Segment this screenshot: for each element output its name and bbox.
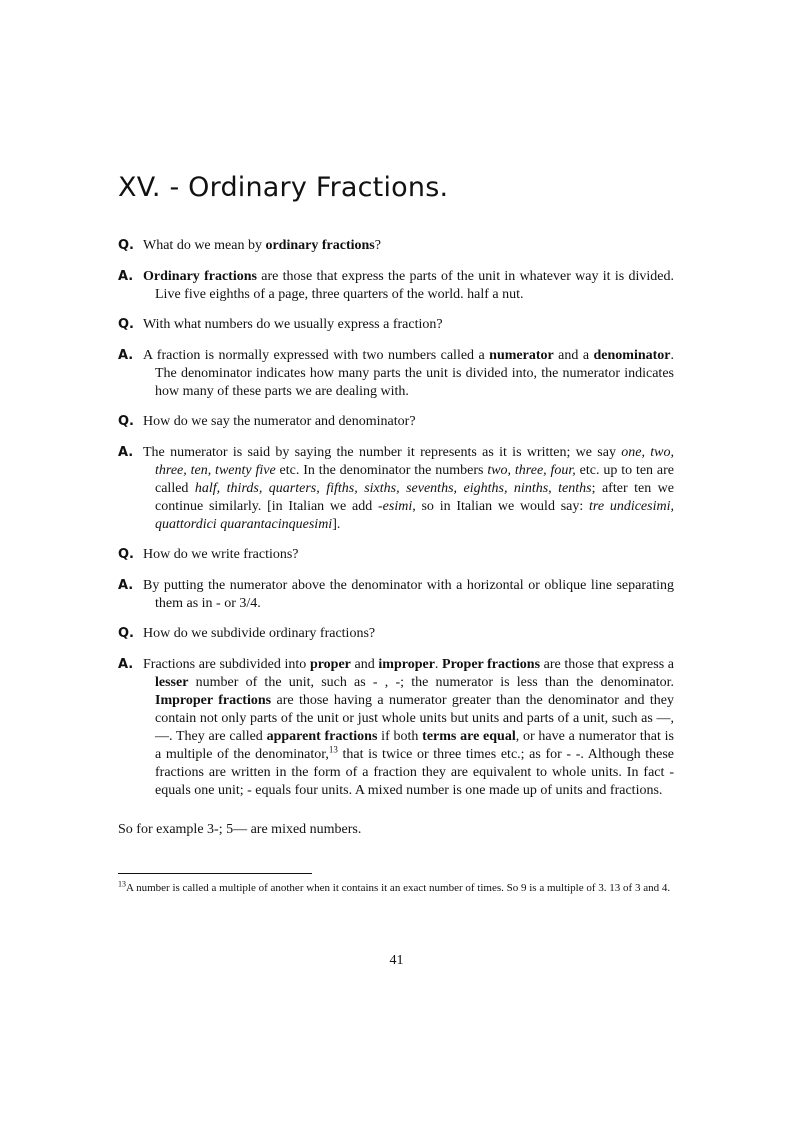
bold-term: Proper fractions <box>442 656 541 672</box>
question <box>118 316 674 334</box>
bold-term: improper <box>378 656 435 672</box>
footnote-ref: 13 <box>328 743 338 754</box>
italic-text: half, thirds, quarters, fifths, sixths, sevenths, eighths, ninths, tenths <box>194 480 592 496</box>
text: number of the unit, such as - , -; the numerator is less than the denominator. <box>188 674 674 690</box>
bold-term: denominator <box>593 347 671 363</box>
text: ? <box>374 238 381 253</box>
text: are those having a numerator greater than the denominator and they contain not only parts of the unit or just whole units but units and parts of a unit, such as —, —. They are called <box>155 692 674 744</box>
answer <box>118 268 674 304</box>
qa-label: A. <box>118 268 134 284</box>
footnote <box>118 879 674 897</box>
italic-text: two, three, four, <box>487 462 576 478</box>
text: . <box>434 656 443 672</box>
answer <box>118 444 674 534</box>
text: By putting the numerator above the denominator with a horizontal or oblique line separating them as in - or 3/4. <box>143 577 674 611</box>
bold-term: numerator <box>489 347 554 363</box>
text: if both <box>377 728 423 744</box>
qa-content <box>118 237 674 851</box>
bold-term: lesser <box>155 674 189 690</box>
footnote-rule <box>118 873 312 874</box>
text: etc. up to ten are called <box>155 462 674 496</box>
bold-term: proper <box>309 656 351 672</box>
question <box>118 546 674 564</box>
italic-text: tre undicesimi, quattordici quarantacinquesimi <box>155 498 674 532</box>
question <box>118 413 674 431</box>
qa-label: A. <box>118 444 134 460</box>
text: that is twice or three times etc.; as for - -. Although these fractions are written in the form of a fraction they are equivalent to whole units. In fact - equals one unit; - equals four units. A mixed number is one made up of units and fractions. <box>155 746 674 798</box>
question <box>118 237 674 255</box>
text: . The denominator indicates how many parts the unit is divided into, the numerator indicates how many of these parts we are dealing with. <box>155 347 674 399</box>
text: A fraction is normally expressed with two numbers called a <box>143 347 490 363</box>
qa-label: Q. <box>118 238 134 253</box>
text: etc. In the denominator the numbers <box>275 462 488 478</box>
text: ; after ten we continue similarly. [in Italian we add - <box>155 480 674 514</box>
bold-term: Improper fractions <box>155 692 272 708</box>
text: , so in Italian we would say: <box>412 498 590 514</box>
text: How do we subdivide ordinary fractions? <box>143 626 376 641</box>
text: The numerator is said by saying the number it represents as it is written; we say <box>143 444 622 460</box>
text: Fractions are subdivided into <box>143 656 310 672</box>
text: and <box>350 656 379 672</box>
qa-label: A. <box>118 656 134 672</box>
text: With what numbers do we usually express a fraction? <box>143 317 443 332</box>
closing-paragraph: So for example 3-; 5— are mixed numbers. <box>118 821 362 837</box>
page-number: 41 <box>389 953 404 968</box>
text: , or have a numerator that is a multiple of the denominator, <box>155 728 674 762</box>
bold-term: ordinary fractions <box>265 238 375 253</box>
qa-list <box>118 237 674 800</box>
text: and a <box>553 347 594 363</box>
bold-term: terms are equal <box>422 728 516 744</box>
italic-text: esimi <box>382 498 413 514</box>
footnote-mark: 13 <box>118 879 126 889</box>
text: How do we say the numerator and denominator? <box>143 414 416 429</box>
answer <box>118 656 674 800</box>
qa-label: A. <box>118 577 134 593</box>
question <box>118 625 674 643</box>
text: are those that express the parts of the unit in whatever way it is divided. Live five eighths of a page, three quarters of the world. half a nut. <box>155 268 674 302</box>
footnote-text: A number is called a multiple of another when it contains it an exact number of times. So 9 is a multiple of 3. 13 of 3 and 4. <box>126 882 671 894</box>
italic-text: one, two, three, ten, twenty five <box>155 444 674 478</box>
qa-label: Q. <box>118 547 134 562</box>
bold-term: Ordinary fractions <box>143 268 257 284</box>
answer <box>118 577 674 613</box>
text: What do we mean by <box>143 238 266 253</box>
qa-label: Q. <box>118 317 134 332</box>
qa-label: Q. <box>118 414 134 429</box>
text: ]. <box>332 516 341 532</box>
text: How do we write fractions? <box>143 547 299 562</box>
qa-label: A. <box>118 347 134 363</box>
answer <box>118 347 674 401</box>
bold-term: apparent fractions <box>266 728 378 744</box>
text: are those that express a <box>540 656 675 672</box>
chapter-title: XV. - Ordinary Fractions. <box>118 172 449 203</box>
qa-label: Q. <box>118 626 134 641</box>
